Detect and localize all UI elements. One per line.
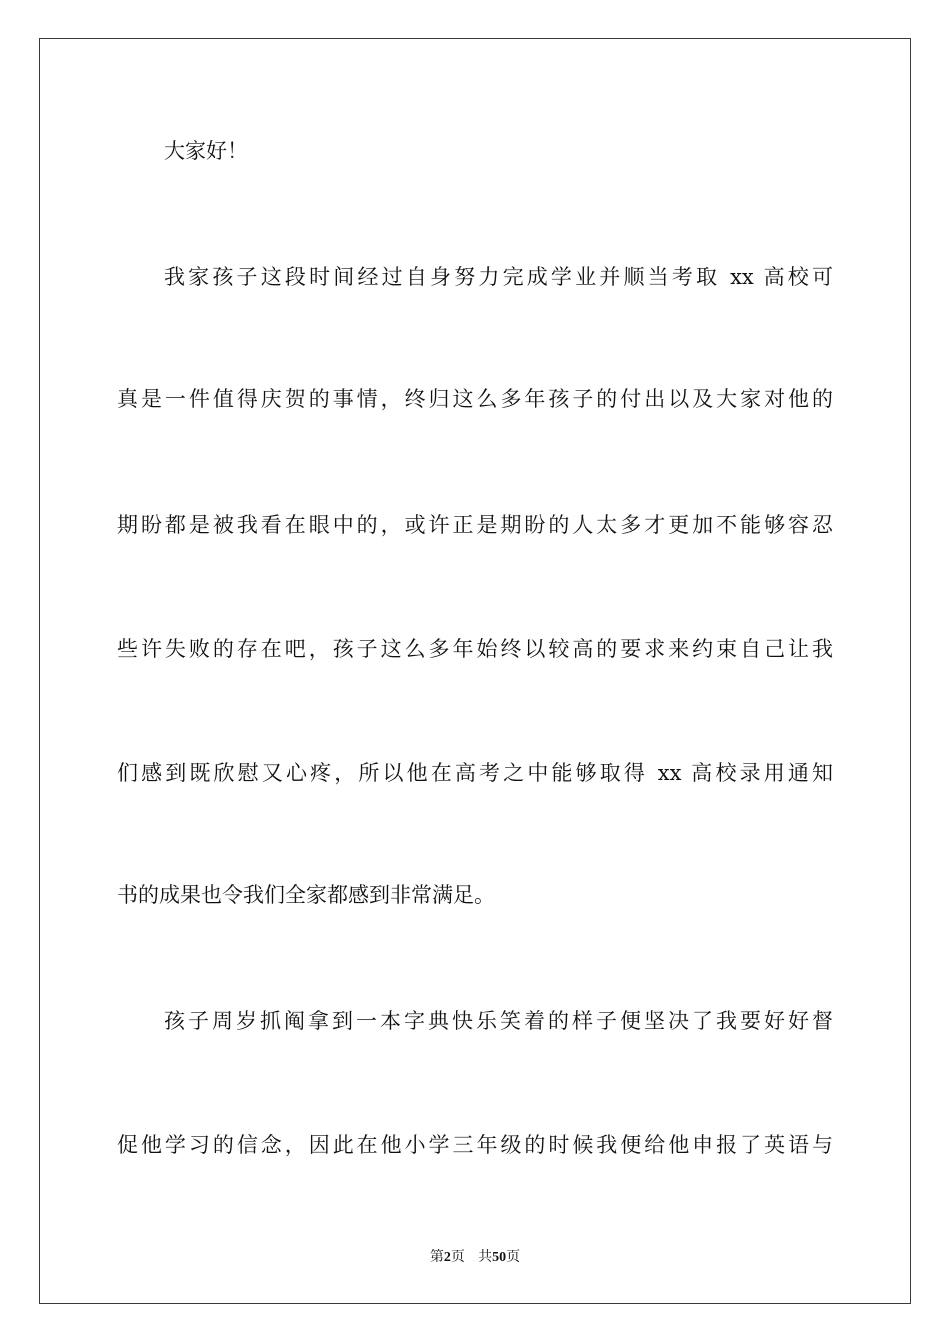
paragraph-2-line-1: 孩子周岁抓阄拿到一本字典快乐笑着的样子便坚决了我要好好督 [164, 1009, 833, 1033]
greeting-line: 大家好！ [164, 139, 248, 163]
page-suffix: 页 [450, 1249, 465, 1265]
total-suffix: 页 [506, 1249, 521, 1265]
paragraph-2-line-2: 促他学习的信念，因此在他小学三年级的时候我便给他申报了英语与 [117, 1133, 833, 1157]
total-prefix: 共 [478, 1249, 493, 1265]
paragraph-1-line-3: 期盼都是被我看在眼中的，或许正是期盼的人太多才更加不能够容忍 [117, 513, 833, 537]
paragraph-1-line-5: 们感到既欣慰又心疼，所以他在高考之中能够取得 xx 高校录用通知 [117, 761, 833, 785]
page-footer [0, 1246, 950, 1266]
paragraph-1-line-6: 书的成果也令我们全家都感到非常满足。 [117, 883, 495, 907]
paragraph-1-line-1: 我家孩子这段时间经过自身努力完成学业并顺当考取 xx 高校可 [164, 265, 833, 289]
paragraph-1-line-2: 真是一件值得庆贺的事情，终归这么多年孩子的付出以及大家对他的 [117, 387, 833, 411]
page-prefix: 第 [429, 1249, 444, 1265]
total-pages: 50 [492, 1250, 507, 1265]
page-number: 2 [443, 1250, 451, 1265]
paragraph-1-line-4: 些许失败的存在吧，孩子这么多年始终以较高的要求来约束自己让我 [117, 637, 833, 661]
page-border [39, 38, 911, 1304]
